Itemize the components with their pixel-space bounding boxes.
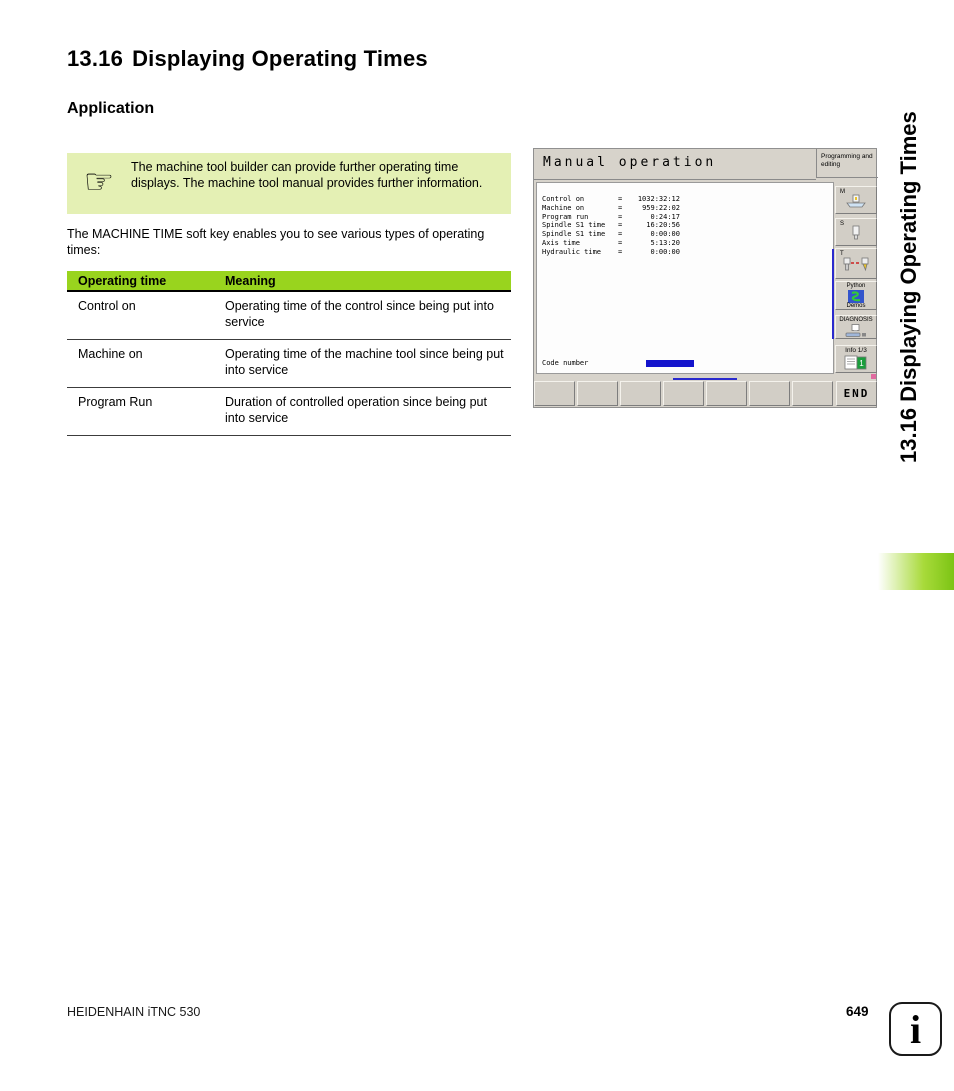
operating-times-table — [67, 271, 511, 436]
python-softkey-top-label: Python — [846, 283, 866, 289]
footer-model-text: HEIDENHAIN iTNC 530 — [67, 1005, 201, 1019]
softkey-blank — [577, 381, 618, 406]
note-text: The machine tool builder can provide further operating time displays. The machine tool manual provides further information. — [131, 160, 483, 190]
intro-paragraph: The MACHINE TIME soft key enables you to see various types of operating times: — [67, 227, 485, 257]
softkey-blank — [620, 381, 661, 406]
diagnosis-softkey-label: DIAGNOSIS — [839, 317, 873, 323]
operating-time-line — [542, 221, 680, 230]
page-number: 649 — [846, 1004, 869, 1019]
op-time-label: Control on — [542, 195, 585, 203]
table-row — [67, 292, 511, 340]
table-cell-meaning: Duration of controlled operation since being put into service — [225, 395, 487, 425]
python-icon — [848, 290, 864, 303]
softkey-blank — [749, 381, 790, 406]
table-cell-meaning: Operating time of the control since being put into service — [225, 299, 494, 329]
table-cell-meaning: Operating time of the machine tool since being put into service — [225, 347, 504, 377]
svg-text:1: 1 — [859, 359, 864, 368]
code-number-row — [542, 359, 694, 367]
tnc-screenshot-figure — [533, 148, 877, 408]
table-cell-term: Control on — [78, 299, 136, 313]
table-row — [67, 340, 511, 388]
operating-time-line — [542, 248, 680, 257]
softkey-blank — [663, 381, 704, 406]
softkey-m-label: M — [840, 189, 845, 195]
softkey-info — [835, 345, 877, 373]
op-time-label: Axis time — [542, 238, 580, 247]
info-page-icon — [844, 355, 868, 370]
table-cell-term: Machine on — [78, 347, 143, 361]
op-time-value: 959:22:02 — [642, 203, 680, 212]
equals-sign: = — [618, 238, 623, 247]
operating-time-line — [542, 239, 680, 248]
python-softkey-bottom-label: Demos — [846, 303, 866, 309]
operating-time-line — [542, 213, 680, 222]
table-cell-term: Program Run — [78, 395, 153, 409]
op-time-value: 0:24:17 — [650, 212, 680, 221]
chapter-title-text: Displaying Operating Times — [132, 46, 428, 71]
op-time-value: 5:13:20 — [650, 238, 680, 247]
machine-table-icon — [845, 194, 867, 209]
chapter-number: 13.16 — [67, 46, 124, 71]
softkey-s-label: S — [840, 221, 845, 227]
margin-chapter-text: 13.16 Displaying Operating Times — [896, 111, 921, 463]
softkey-m-machine — [835, 186, 877, 214]
softkey-s-spindle — [835, 218, 877, 246]
operating-time-line — [542, 204, 680, 213]
code-number-label: Code number — [542, 359, 589, 367]
pointing-hand-icon: ☞ — [83, 163, 115, 201]
operating-time-line — [542, 195, 680, 204]
section-title: Application — [67, 100, 155, 117]
softkey-blank — [792, 381, 833, 406]
equals-sign: = — [618, 203, 623, 212]
operating-time-line — [542, 230, 680, 239]
diagnosis-icon — [843, 324, 869, 338]
table-header-meaning: Meaning — [225, 273, 276, 288]
softkey-diagnosis — [835, 315, 877, 339]
code-number-entry-field — [646, 360, 694, 367]
equals-sign: = — [618, 247, 623, 256]
softkey-row-indicator — [832, 249, 834, 339]
active-field-underline — [673, 378, 737, 380]
softkey-page-marker — [871, 374, 876, 379]
op-time-value: 16:20:56 — [646, 221, 680, 230]
operating-times-list — [542, 195, 680, 257]
op-time-label: Machine on — [542, 203, 585, 212]
note-box — [67, 153, 511, 214]
screen-main-area — [536, 182, 834, 374]
equals-sign: = — [618, 212, 623, 221]
equals-sign: = — [618, 221, 623, 230]
mode-title-bar: Manual operation — [534, 149, 816, 180]
table-header-operating-time: Operating time — [78, 273, 167, 288]
chapter-thumb-tab — [878, 553, 954, 590]
op-time-label: Program run — [542, 212, 589, 221]
equals-sign: = — [618, 195, 623, 203]
spindle-icon — [848, 225, 864, 241]
op-time-value: 0:00:00 — [650, 230, 680, 239]
table-row — [67, 388, 511, 436]
table-header-row — [67, 271, 511, 292]
softkey-t-label: T — [840, 251, 844, 257]
op-time-label: Spindle S1 time — [542, 221, 606, 230]
programming-editing-tab: Programming and editing — [816, 149, 878, 178]
softkey-t-tool — [835, 248, 877, 279]
op-time-value: 0:00:00 — [650, 247, 680, 256]
softkey-blank — [534, 381, 575, 406]
op-time-label: Hydraulic time — [542, 247, 602, 256]
softkey-blank — [706, 381, 747, 406]
info-icon — [889, 1002, 942, 1056]
info-icon-glyph: i — [909, 1006, 922, 1052]
info-softkey-label: Info 1/3 — [845, 347, 867, 354]
page-title — [67, 46, 428, 72]
op-time-label: Spindle S1 time — [542, 230, 606, 239]
softkey-end: END — [836, 381, 877, 406]
tool-change-icon — [841, 257, 871, 273]
softkey-python-demos — [835, 281, 877, 310]
op-time-value: 1032:32:12 — [637, 195, 680, 203]
equals-sign: = — [618, 230, 623, 239]
